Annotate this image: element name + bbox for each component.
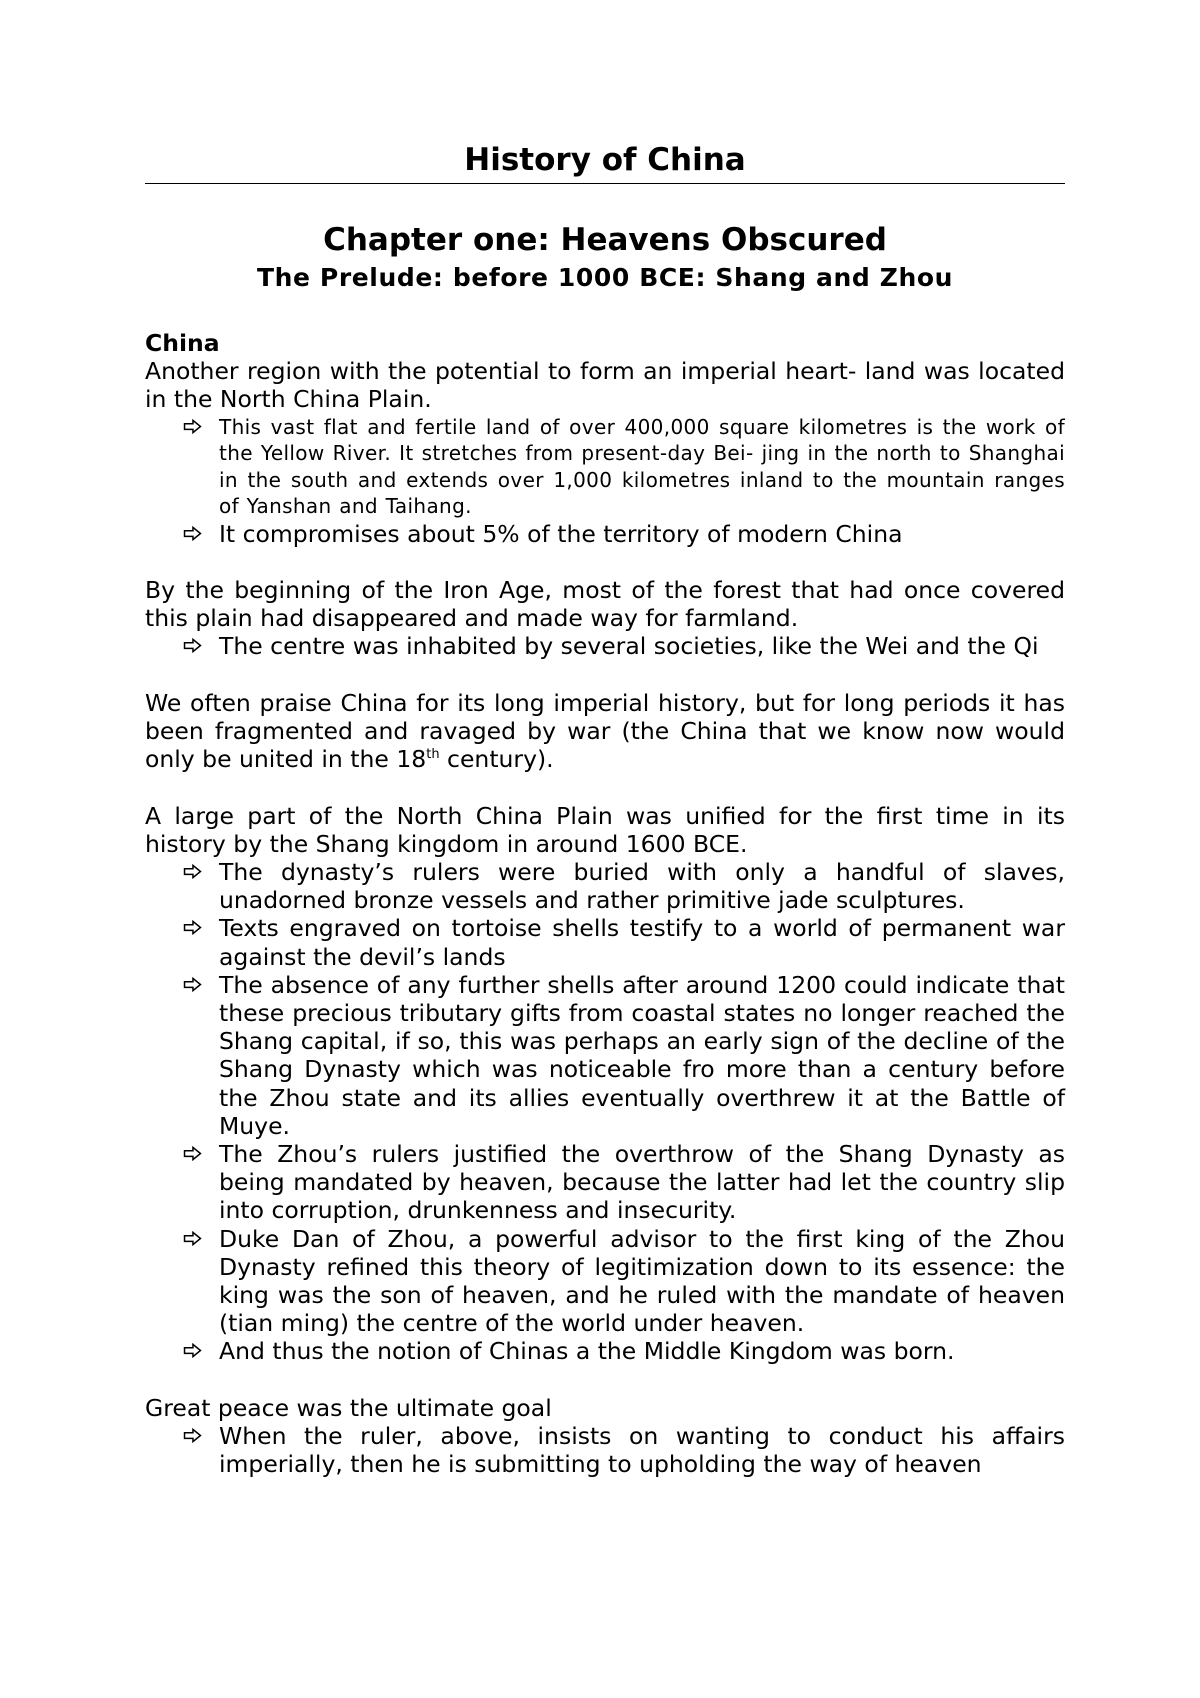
outline-right-arrow-icon (183, 419, 202, 434)
bullet-text: The centre was inhabited by several societies, like the Wei and the Qi (219, 632, 1039, 661)
bullet-list-shang (145, 858, 1065, 1366)
chapter-subheading: The Prelude: before 1000 BCE: Shang and Zhou (256, 263, 954, 292)
section-iron-age (145, 576, 1065, 661)
bullet-list-great-peace (145, 1422, 1065, 1478)
bullet-text: It compromises about 5% of the territory of modern China (219, 519, 903, 548)
bullet-text: Duke Dan of Zhou, a powerful advisor to the first king of the Zhou Dynasty refined this theory of legitimization down to its essence: the king was the son of heaven, and he ruled with the mandate of heaven (tian ming) the centre of the world under heaven. (219, 1224, 1065, 1338)
paragraph-imperial-history (145, 689, 1065, 774)
outline-right-arrow-icon (183, 1428, 202, 1443)
outline-right-arrow-icon (183, 638, 202, 653)
bullet-list-china (145, 414, 1065, 548)
paragraph-spacer (145, 548, 1065, 576)
bullet-item (145, 858, 1065, 914)
paragraph-iron-age: By the beginning of the Iron Age, most of the forest that had once covered this plain had disappeared and made way for farmland. (145, 576, 1065, 633)
outline-right-arrow-icon (183, 977, 202, 992)
bullet-item (145, 914, 1065, 970)
outline-right-arrow-icon (183, 526, 202, 541)
bullet-item (145, 632, 1065, 660)
paragraph-spacer (145, 773, 1065, 801)
bullet-text: The absence of any further shells after around 1200 could indicate that these precious tributary gifts from coastal states no longer reached the Shang capital, if so, this was perhaps an early sign of the decline of the Shang Dynasty which was noticeable fro more than a century before the Zhou state and its allies eventually overthrew it at the Battle of Muye. (219, 970, 1065, 1140)
ordinal-superscript: th (426, 747, 440, 763)
document-body (145, 329, 1065, 1478)
paragraph-spacer (145, 1366, 1065, 1394)
bullet-item (145, 1337, 1065, 1365)
bullet-item (145, 971, 1065, 1140)
title-underline-rule (145, 183, 1065, 184)
document-title: History of China (464, 142, 746, 178)
outline-right-arrow-icon (183, 920, 202, 935)
outline-right-arrow-icon (183, 864, 202, 879)
paragraph-shang: A large part of the North China Plain was unified for the first time in its history by the Shang kingdom in around 1600 BCE. (145, 801, 1065, 858)
paragraph-great-peace: Great peace was the ultimate goal (145, 1393, 552, 1422)
paragraph-text: century). (439, 745, 554, 774)
bullet-list-iron-age (145, 632, 1065, 660)
section-heading-china: China (145, 329, 220, 357)
bullet-text: When the ruler, above, insists on wanting to conduct his affairs imperially, then he is submitting to upholding the way of heaven (219, 1422, 1065, 1479)
outline-right-arrow-icon (183, 1343, 202, 1358)
bullet-text: The dynasty’s rulers were buried with only a handful of slaves, unadorned bronze vessels and rather primitive jade sculptures. (219, 858, 1065, 915)
section-shang (145, 802, 1065, 1366)
paragraph-text: We often praise China for its long imperial history, but for long periods it has been fragmented and ravaged by war (the China that we know now would only be united in the 18 (145, 688, 1065, 774)
bullet-item (145, 1140, 1065, 1225)
paragraph-spacer (145, 661, 1065, 689)
paragraph-china-intro: Another region with the potential to form an imperial heart- land was located in the North China Plain. (145, 357, 1065, 414)
section-great-peace (145, 1394, 1065, 1479)
bullet-item (145, 1422, 1065, 1478)
chapter-heading: Chapter one: Heavens Obscured (323, 222, 887, 258)
bullet-text: This vast flat and fertile land of over 400,000 square kilometres is the work of the Yellow River. It stretches from present-day Bei- jing in the north to Shanghai in the south and extends over 1,000 kilometres inland to the mountain ranges of Yanshan and Taihang. (219, 414, 1065, 519)
bullet-text: Texts engraved on tortoise shells testify to a world of permanent war against the devil’s lands (219, 914, 1065, 971)
outline-right-arrow-icon (183, 1231, 202, 1246)
bullet-item (145, 1225, 1065, 1338)
outline-right-arrow-icon (183, 1146, 202, 1161)
bullet-text: And thus the notion of Chinas a the Middle Kingdom was born. (219, 1337, 955, 1366)
bullet-item (145, 520, 1065, 548)
section-imperial-history (145, 689, 1065, 774)
section-china (145, 329, 1065, 548)
bullet-text: The Zhou’s rulers justified the overthrow of the Shang Dynasty as being mandated by heaven, because the latter had let the country slip into corruption, drunkenness and insecurity. (219, 1140, 1065, 1225)
bullet-item (145, 414, 1065, 520)
